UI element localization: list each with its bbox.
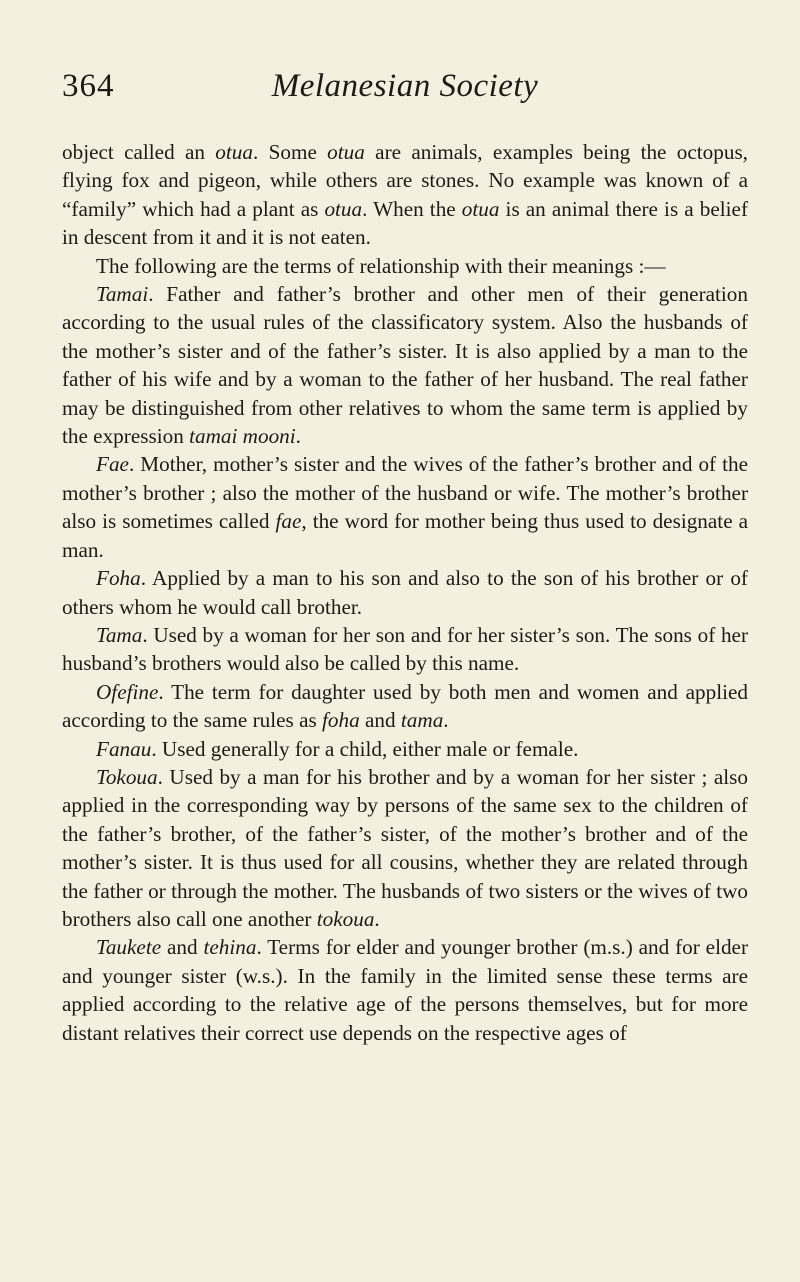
text-run: object called an: [62, 140, 216, 164]
book-page: [62, 68, 748, 1047]
paragraph: [62, 933, 748, 1047]
italic-term: otua: [324, 196, 363, 221]
italic-term: Tokoua: [96, 764, 158, 789]
text-run: . Used by a woman for her son and for her sister’s son. The sons of her husband’s brothers would also be called by this name.: [62, 622, 748, 676]
italic-term: Tama: [96, 622, 143, 647]
italic-term: Taukete: [96, 935, 162, 960]
page-header: [62, 68, 748, 112]
italic-term: otua: [215, 140, 253, 164]
paragraph: [62, 678, 748, 735]
italic-term: tama: [400, 708, 444, 733]
italic-term: otua: [461, 196, 500, 221]
running-title: Melanesian Society: [271, 68, 539, 104]
text-run: . Used generally for a child, either male or female.: [151, 736, 579, 761]
paragraph: [62, 252, 748, 280]
text-run: . Applied by a man to his son and also to the son of his brother or of others whom he would call brother.: [62, 566, 748, 619]
text-run: . Used by a man for his brother and by a woman for her sister ; also applied in the corresponding way by persons of the same sex to the children of the father’s brother, of the father’s sister, of the mother’s brother and of the mother’s sister. It is thus used for all cousins, whether they are related through the father or through the mother. The husbands of two sisters or the wives of two brothers also call one another: [62, 764, 748, 931]
text-run: , the word for mother being thus used to designate a man.: [62, 509, 749, 562]
text-run: . The term for daughter used by both men and women and applied according to the same rules as: [62, 679, 748, 733]
italic-term: tamai mooni: [189, 424, 296, 449]
text-run: are animals, examples being the octopus, flying fox and pigeon, while others are stones. No example was known of a “family” which had a plant as: [62, 140, 748, 221]
paragraph: [62, 763, 748, 933]
page-number: 364: [62, 68, 115, 104]
paragraph: [62, 138, 748, 252]
paragraph: [62, 564, 748, 621]
italic-term: otua: [327, 140, 365, 164]
text-run: . Terms for elder and younger brother (m.s.) and for elder and younger sister (w.s.). In the family in the limited sense these terms are applied according to the relative age of the persons themselves, but for more distant relatives their correct use depends on the respective ages of: [62, 935, 749, 1045]
italic-term: Fae: [96, 452, 129, 477]
italic-term: tokoua: [316, 906, 375, 931]
text-run: and: [359, 708, 401, 733]
italic-term: Fanau: [96, 736, 152, 761]
text-run: and: [161, 935, 204, 960]
text-run: . Some: [252, 140, 328, 164]
text-run: .: [443, 708, 449, 733]
italic-term: Ofefine: [96, 679, 159, 704]
text-run: . Father and father’s brother and other men of their generation according to the usual rules of the classificatory system. Also the husbands of the mother’s sister and of the father’s sister. It is also applied by a man to the father of his wife and by a woman to the father of her husband. The real father may be distinguished from other relatives to whom the same term is applied by the expression: [62, 282, 748, 449]
paragraph: [62, 735, 748, 763]
paragraph: [62, 621, 748, 678]
italic-term: fae: [275, 509, 302, 534]
body-text: [62, 138, 748, 1047]
text-run: .: [374, 906, 380, 931]
italic-term: foha: [322, 708, 360, 733]
text-run: The following are the terms of relationship with their meanings :—: [96, 253, 666, 278]
text-run: . When the: [362, 196, 462, 221]
italic-term: Tamai: [96, 282, 149, 307]
text-run: .: [295, 424, 301, 449]
italic-term: Foha: [96, 566, 141, 591]
paragraph: [62, 450, 748, 564]
text-run: is an animal there is a belief in descent from it and it is not eaten.: [62, 196, 748, 250]
paragraph: [62, 280, 748, 450]
italic-term: tehina: [203, 935, 257, 960]
text-run: . Mother, mother’s sister and the wives of the father’s brother and of the mother’s brother ; also the mother of the husband or wife. The mother’s brother also is sometimes called: [62, 452, 748, 534]
